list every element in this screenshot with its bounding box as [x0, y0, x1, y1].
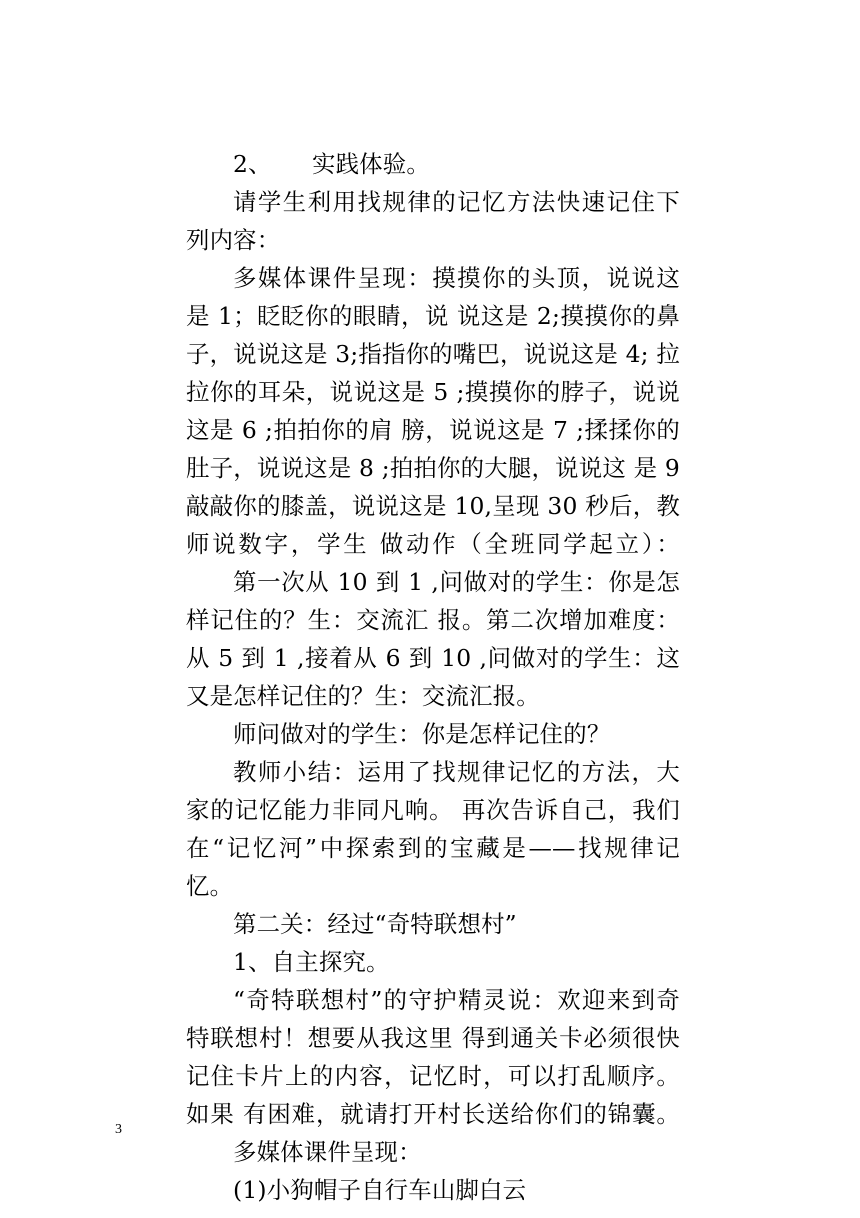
line-text: 1、自主探究。: [233, 948, 390, 976]
text-line: [186, 601, 680, 639]
line-text: 请学生利用找规律的记忆方法快速记住下: [233, 188, 680, 216]
line-text: 实践体验。: [312, 150, 430, 178]
line-text: 记住卡片上的内容，记忆时，可以打乱顺序。: [186, 1062, 680, 1090]
line-text: 多媒体课件呈现：: [233, 1138, 422, 1166]
text-line: [186, 297, 680, 335]
text-line: [186, 753, 680, 791]
line-text: 样记住的？生：交流汇 报。第二次增加难度：: [186, 606, 680, 634]
text-line: [186, 1171, 680, 1209]
text-line: [186, 449, 680, 487]
line-text: 师问做对的学生：你是怎样记住的？: [233, 720, 611, 748]
line-text: 如果 有困难，就请打开村长送给你们的锦囊。: [186, 1100, 680, 1128]
text-line: [186, 1019, 680, 1057]
text-line: [186, 1057, 680, 1095]
text-line: [186, 145, 680, 183]
line-text: 拉你的耳朵，说说这是 5 ;摸摸你的脖子，说说: [186, 378, 680, 406]
line-text: 家的记忆能力非同凡响。 再次告诉自己，我们: [186, 796, 680, 824]
list-number: 2、: [233, 150, 272, 178]
text-line: [186, 221, 680, 259]
line-text: 从 5 到 1 ,接着从 6 到 10 ,问做对的学生：这: [186, 644, 680, 672]
page-number: 3: [115, 1122, 122, 1137]
line-text: 第一次从 10 到 1 ,问做对的学生：你是怎: [233, 568, 680, 596]
text-line: [186, 1095, 680, 1133]
text-line: [186, 183, 680, 221]
line-text: (1)小狗帽子自行车山脚白云: [233, 1176, 527, 1204]
line-text: 忆。: [186, 872, 234, 900]
text-line: [186, 259, 680, 297]
text-line: [186, 411, 680, 449]
text-line: [186, 981, 680, 1019]
line-text: 教师小结：运用了找规律记忆的方法，大: [233, 758, 680, 786]
text-line: [186, 829, 680, 867]
text-line: [186, 639, 680, 677]
line-text: 肚子，说说这是 8 ;拍拍你的大腿，说说这 是 9: [186, 454, 680, 482]
text-line: [186, 1133, 680, 1171]
text-line: [186, 677, 680, 715]
text-line: [186, 487, 680, 525]
line-text: 是 1；眨眨你的眼睛，说 说这是 2;摸摸你的鼻: [186, 302, 680, 330]
line-text: “奇特联想村”的守护精灵说：欢迎来到奇: [233, 986, 680, 1014]
text-line: [186, 791, 680, 829]
line-text: 列内容：: [186, 226, 281, 254]
line-text: 多媒体课件呈现：摸摸你的头顶，说说这: [233, 264, 680, 292]
line-text: 这是 6 ;拍拍你的肩 膀，说说这是 7 ;揉揉你的: [186, 416, 680, 444]
line-text: 特联想村！想要从我这里 得到通关卡必须很快: [186, 1024, 680, 1052]
line-text: 敲敲你的膝盖，说说这是 10,呈现 30 秒后，教: [186, 492, 680, 520]
text-line: [186, 335, 680, 373]
line-text: 师说数字，学生 做动作（全班同学起立）：: [186, 530, 680, 558]
text-line: [186, 867, 680, 905]
text-line: [186, 715, 680, 753]
text-line: [186, 905, 680, 943]
line-text: 子，说说这是 3;指指你的嘴巴，说说这是 4; 拉: [186, 340, 680, 368]
line-text: 又是怎样记住的？生：交流汇报。: [186, 682, 540, 710]
text-line: [186, 943, 680, 981]
text-line: [186, 373, 680, 411]
text-line: [186, 563, 680, 601]
document-body: [186, 145, 680, 1209]
text-line: [186, 525, 680, 563]
line-text: 第二关：经过“奇特联想村”: [233, 910, 517, 938]
line-text: 在“记忆河”中探索到的宝藏是——找规律记: [186, 834, 680, 862]
